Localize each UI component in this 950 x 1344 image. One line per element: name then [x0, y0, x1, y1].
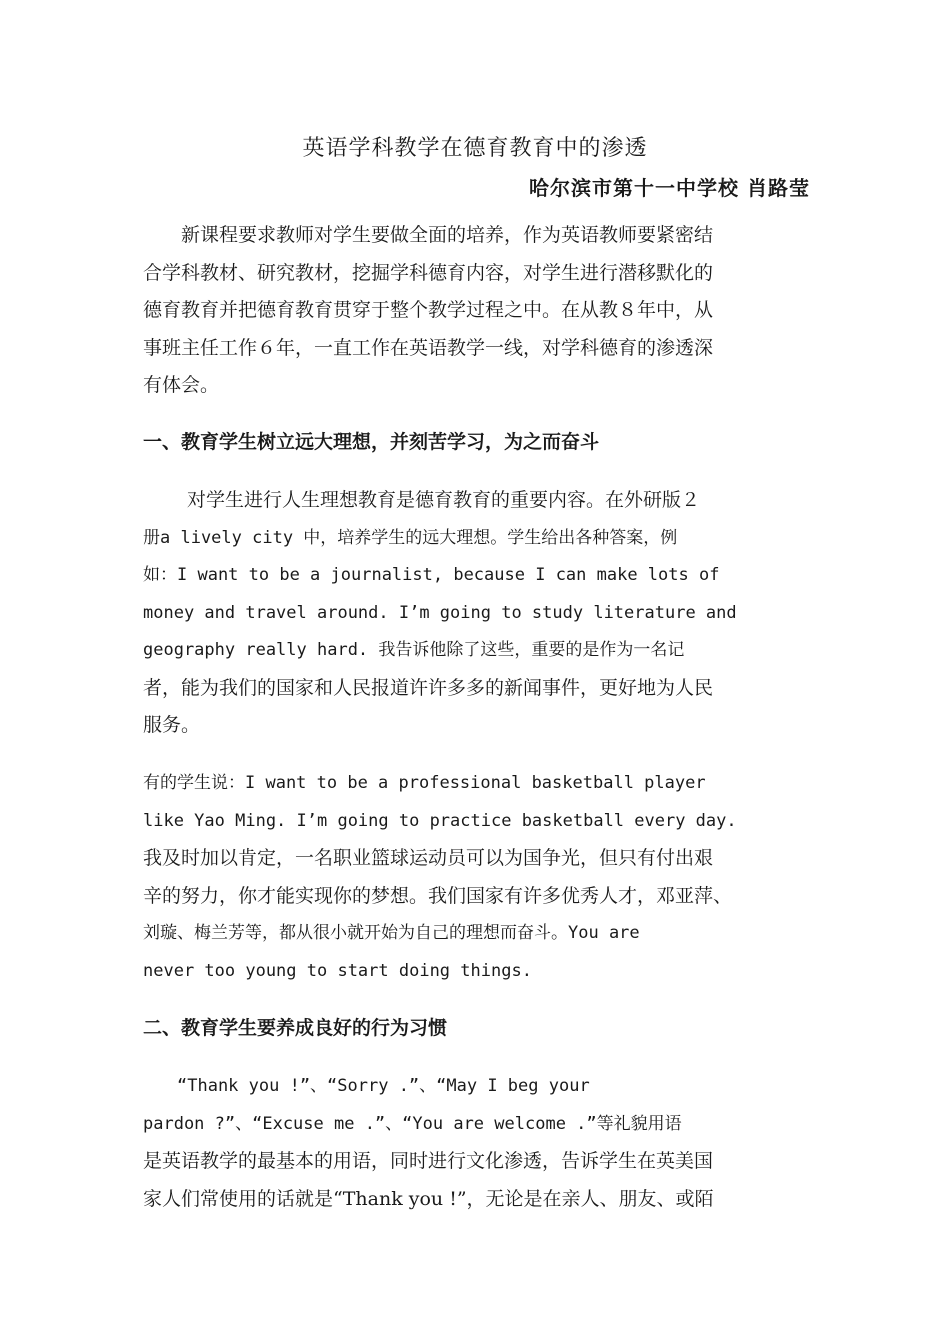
text-line: 我及时加以肯定，一名职业篮球运动员可以为国争光，但只有付出艰 [143, 847, 714, 869]
text-line: 辛的努力，你才能实现你的梦想。我们国家有许多优秀人才，邓亚萍、 [143, 884, 733, 907]
text-line: 服务。 [143, 714, 201, 736]
document-author: 哈尔滨市第十一中学校 肖路莹 [529, 176, 810, 200]
text-line: 者，能为我们的国家和人民报道许许多多的新闻事件，更好地为人民 [143, 676, 714, 699]
text-line: pardon ?”、“Excuse me .”、“You are welcome .”等礼貌用语 [143, 1113, 682, 1134]
text-line: like Yao Ming. I’m going to practice basketball every day. [143, 810, 737, 831]
text-line: 德育教育并把德育教育贯穿于整个教学过程之中。在从教８年中，从 [143, 299, 714, 321]
text-line: 刘璇、梅兰芳等，都从很小就开始为自己的理想而奋斗。You are [143, 923, 640, 943]
text-line: 是英语教学的最基本的用语，同时进行文化渗透，告诉学生在英美国 [143, 1150, 714, 1172]
intro-paragraph [143, 217, 808, 405]
text-line: 新课程要求教师对学生要做全面的培养，作为英语教师要紧密结 [143, 224, 714, 246]
section-heading-2: 二、教育学生要养成良好的行为习惯 [143, 1017, 448, 1039]
text-line: 如：I want to be a journalist, because I can make lots of [143, 565, 720, 585]
text-line: 对学生进行人生理想教育是德育教育的重要内容。在外研版２ [143, 489, 701, 511]
section-heading-1: 一、教育学生树立远大理想，并刻苦学习，为之而奋斗 [143, 431, 600, 453]
text-line: 事班主任工作６年，一直工作在英语教学一线，对学科德育的渗透深 [143, 336, 714, 359]
text-line: money and travel around. I’m going to study literature and [143, 602, 737, 623]
text-line: 有的学生说：I want to be a professional basketball player [143, 773, 706, 793]
section1-paragraph-2 [143, 765, 808, 990]
text-line: “Thank you !”、“Sorry .”、“May I beg your [143, 1076, 590, 1096]
section1-paragraph-1 [143, 482, 808, 745]
text-line: 册a lively city 中，培养学生的远大理想。学生给出各种答案，例 [143, 527, 678, 548]
text-line: geography really hard. 我告诉他除了这些，重要的是作为一名记 [143, 640, 685, 660]
text-line: never too young to start doing things. [143, 960, 532, 981]
document-title: 英语学科教学在德育教育中的渗透 [302, 136, 648, 161]
section2-paragraph-1 [143, 1068, 808, 1218]
text-line: 有体会。 [143, 374, 220, 396]
text-line: 家人们常使用的话就是“Thank you !”，无论是在亲人、朋友、或陌 [143, 1187, 714, 1210]
text-line: 合学科教材、研究教材，挖掘学科德育内容，对学生进行潜移默化的 [143, 261, 714, 284]
